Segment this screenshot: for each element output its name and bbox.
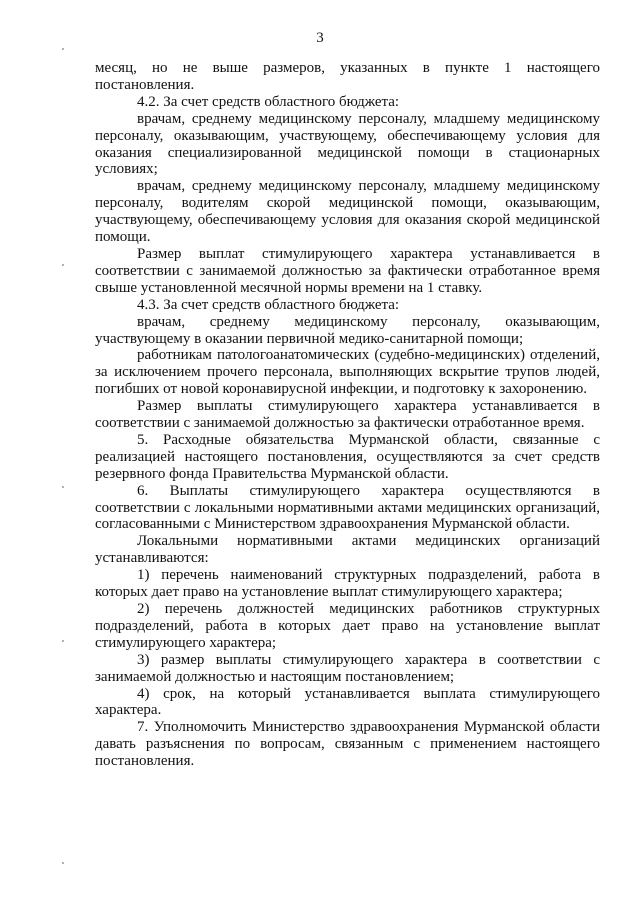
- paragraph-4-3-item-2: работникам патологоанатомических (судебно-медицинских) отделений, за исключением прочего персонала, выполняющих вскрытие трупов людей, погибших от новой коронавирусной инфекции, и подготовку к захоронению.: [95, 347, 600, 398]
- list-item-1: 1) перечень наименований структурных подразделений, работа в которых дает право на установление выплат стимулирующего характера;: [95, 567, 600, 601]
- paragraph-4-2-size: Размер выплат стимулирующего характера устанавливается в соответствии с занимаемой должностью за фактически отработанное время свыше установленной месячной нормы времени на 1 ставку.: [95, 245, 600, 296]
- paragraph-4-3-size: Размер выплаты стимулирующего характера устанавливается в соответствии с занимаемой должностью за фактически отработанное время.: [95, 398, 600, 432]
- scan-mark: [62, 486, 64, 488]
- paragraph-5: 5. Расходные обязательства Мурманской области, связанные с реализацией настоящего постановления, осуществляются за счет средств резервного фонда Правительства Мурманской области.: [95, 431, 600, 482]
- document-body: [95, 60, 600, 770]
- paragraph-4-2-item-2: врачам, среднему медицинскому персоналу, младшему медицинскому персоналу, водителям скорой медицинской помощи, оказывающим, участвующему, обеспечивающему условия для оказания скорой медицинской помощи.: [95, 178, 600, 246]
- scan-mark: [62, 862, 64, 864]
- paragraph-4-3-heading: 4.3. За счет средств областного бюджета:: [137, 296, 400, 313]
- paragraph-local-acts: Локальными нормативными актами медицинских организаций устанавливаются:: [95, 533, 600, 567]
- paragraph-4-2-item-1: врачам, среднему медицинскому персоналу, младшему медицинскому персоналу, оказывающим, участвующему, обеспечивающему условия для оказания специализированной медицинской помощи в стационарных условиях;: [95, 110, 600, 178]
- paragraph-4-2-heading: 4.2. За счет средств областного бюджета:: [137, 93, 400, 110]
- list-item-2: 2) перечень должностей медицинских работников структурных подразделений, работа в которых дает право на установление выплат стимулирующего характера;: [95, 601, 600, 651]
- scan-mark: [62, 264, 64, 266]
- list-item-3: 3) размер выплаты стимулирующего характера в соответствии с занимаемой должностью и настоящим постановлением;: [95, 651, 600, 685]
- paragraph-6: 6. Выплаты стимулирующего характера осуществляются в соответствии с локальными нормативными актами медицинских организаций, согласованными с Министерством здравоохранения Мурманской области.: [95, 482, 600, 533]
- paragraph-4-3-item-1: врачам, среднему медицинскому персоналу, оказывающим, участвующему в оказании первичной медико-санитарной помощи;: [95, 313, 600, 347]
- scan-mark: [62, 48, 64, 50]
- paragraph-continuation: месяц, но не выше размеров, указанных в пункте 1 настоящего постановления.: [95, 60, 600, 93]
- page-number: 3: [316, 30, 324, 46]
- paragraph-7: 7. Уполномочить Министерство здравоохранения Мурманской области давать разъяснения по вопросам, связанным с применением настоящего постановления.: [95, 719, 600, 770]
- scan-mark: [62, 640, 64, 642]
- list-item-4: 4) срок, на который устанавливается выплата стимулирующего характера.: [95, 685, 600, 719]
